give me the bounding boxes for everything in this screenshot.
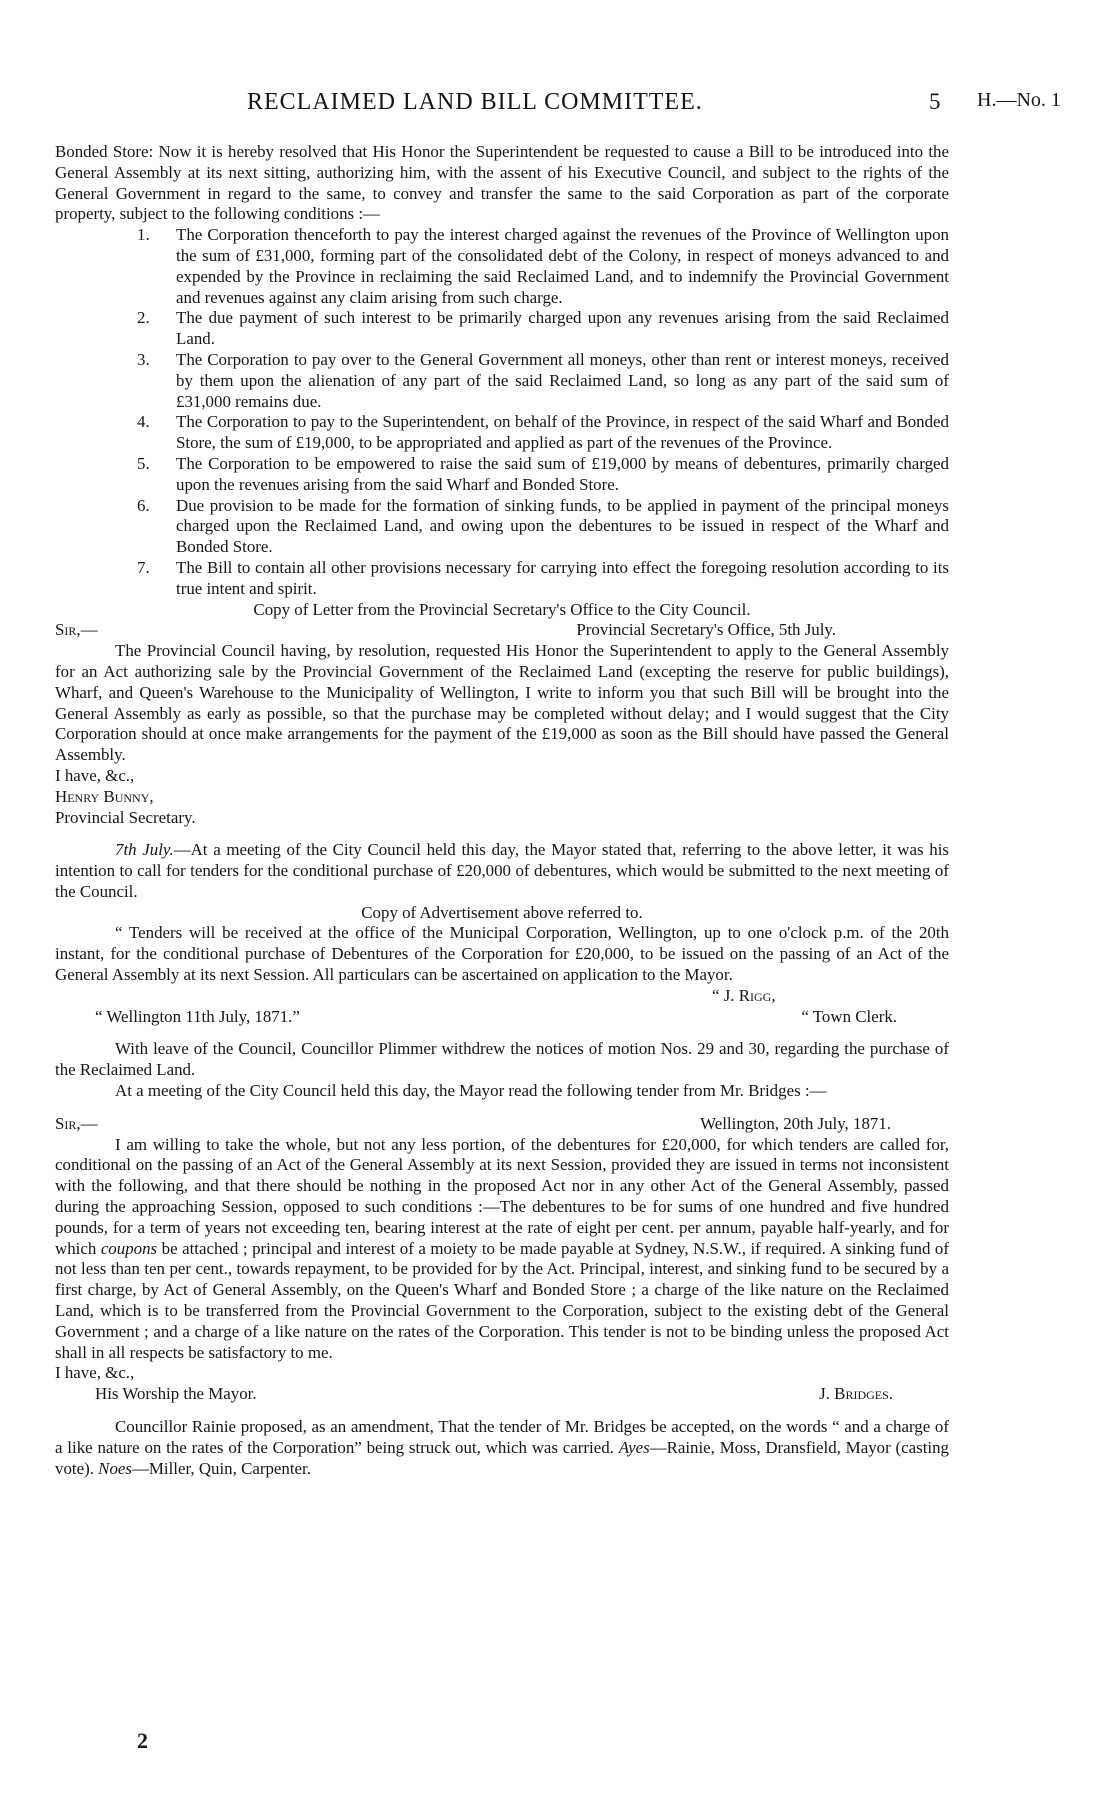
advertisement-signatory-name: “ J. Rigg, [712,985,776,1005]
condition-number: 7. [137,557,150,577]
condition-number: 4. [137,412,150,432]
condition-text: The Bill to contain all other provisions necessary for carrying into effect the foregoing resolution according to its true intent and spirit. [176,557,949,598]
advertisement-body: “ Tenders will be received at the office of the Municipal Corporation, Wellington, up to one o'clock p.m. of the 20th instant, for the conditional purchase of Debentures of the Corporation for £20,000, to be issued on the passing of an Act of the General Assembly at its next Session. All particulars can be ascertained on application to the Mayor. [55,923,949,985]
condition-text: The Corporation thenceforth to pay the interest charged against the revenues of the Province of Wellington upon the sum of £31,000, forming part of the consolidated debt of the Colony, in respect of moneys advanced to and expended by the Province in reclaiming the said Reclaimed Land, and to indemnify the Provincial Government and revenues against any claim arising from such charge. [176,225,949,307]
amendment-text: Councillor Rainie proposed, as an amendment, That the tender of Mr. Bridges be accepted, on the words “ and a charge of a like nature on the rates of the Corporation” being struck out, which was carried. [55,1417,949,1457]
document-body [55,142,949,1479]
condition-number: 2. [137,308,150,328]
letter-heading: Copy of Letter from the Provincial Secretary's Office to the City Council. [253,599,751,619]
condition-number: 3. [137,349,150,369]
tender-addressee: His Worship the Mayor. [95,1384,257,1404]
tender-place-date: Wellington, 20th July, 1871. [700,1113,891,1133]
condition-item [55,454,949,496]
condition-item [55,308,949,350]
condition-number: 6. [137,495,150,515]
letter-signatory: Henry Bunny, [55,786,154,806]
resolution-intro: Bonded Store: Now it is hereby resolved that His Honor the Superintendent be requested to cause a Bill to be introduced into the General Assembly at its next sitting, authorizing him, with the assent of his Executive Council, and subject to the rights of the General Government in regard to the same, to convey and transfer the same to the said Corporation as part of the corporate property, subject to the following conditions :— [55,142,949,224]
condition-number: 5. [137,453,150,473]
ayes-list: —Rainie, Moss, Dransfield, Mayor (casting vote). [55,1437,949,1478]
conditions-list [55,225,949,599]
condition-text: The due payment of such interest to be primarily charged upon any revenues arising from the said Reclaimed Land. [176,308,949,349]
noes-label: Noes [98,1458,132,1478]
advertisement-signatory [712,986,949,1007]
advertisement-signatory-title: “ Town Clerk. [801,1006,897,1026]
advertisement-footer-row [55,1007,949,1028]
signature-mark: 2 [137,1728,148,1753]
meeting-date: 7th July. [115,840,174,860]
advertisement-place-date: “ Wellington 11th July, 1871.” [95,1006,300,1026]
condition-item [55,496,949,558]
condition-text: The Corporation to be empowered to raise the said sum of £19,000 by means of debentures, primarily charged upon the revenues arising from the said Wharf and Bonded Store. [176,453,949,494]
tender-signatory: J. Bridges. [819,1384,893,1404]
letter-signatory-title: Provincial Secretary. [55,807,196,827]
tender-closing: I have, &c., [55,1363,135,1383]
condition-text: The Corporation to pay over to the General Government all moneys, other than rent or interest moneys, received by them upon the alienation of any part of the said Reclaimed Land, so long as any part of the said sum of £31,000 remains due. [176,349,949,411]
amendment-paragraph [55,1417,949,1479]
meeting-text: —At a meeting of the City Council held this day, the Mayor stated that, referring to the above letter, it was his intention to call for tenders for the conditional purchase of £20,000 of debentures, which would be submitted to the next meeting of the Council. [55,840,949,901]
condition-item [55,225,949,308]
meeting-july7 [55,840,949,902]
page-number: 5 [929,89,941,114]
condition-item [55,558,949,600]
letter-salutation-row [55,620,949,641]
tender-body-part-a: I am willing to take the whole, but not any less portion, of the debentures for £20,000, for which tenders are called for, conditional on the passing of an Act of the General Assembly at its next Session, provided they are issued in terms not inconsistent with the following, and that there should be nothing in the proposed Act nor in any other Act of the General Assembly, passed during the approaching Session, opposed to such conditions :—The debentures to be for sums of one hundred and five hundred pounds, for a term of years not exceeding ten, bearing interest at the rate of eight per cent. per annum, payable half-yearly, and for which [55,1134,949,1258]
advertisement-heading: Copy of Advertisement above referred to. [361,902,643,922]
tender-intro: At a meeting of the City Council held this day, the Mayor read the following tender from Mr. Bridges :— [115,1081,827,1101]
tender-body-part-b: be attached ; principal and interest of a moiety to be made payable at Sydney, N.S.W., if required. A sinking fund of not less than ten per cent., towards repayment, to be provided for by the Act. Principal, interest, and sinking fund to be secured by a first charge, by Act of General Assembly, on the Queen's Wharf and Bonded Store ; a charge of the like nature on the Reclaimed Land, which is to be transferred from the Provincial Government to the Corporation, subject to the existing debt of the General Government ; and a charge of a like nature on the rates of the Corporation. This tender is not to be binding unless the proposed Act shall in all respects be satisfactory to me. [55,1238,950,1362]
withdrawal-note: With leave of the Council, Councillor Plimmer withdrew the notices of motion Nos. 29 and 30, regarding the purchase of the Reclaimed Land. [55,1039,949,1080]
paper-reference: H.—No. 1 [977,89,1061,111]
tender-salutation-row [55,1114,949,1135]
letter-place-date: Provincial Secretary's Office, 5th July. [576,620,836,640]
condition-text: Due provision to be made for the formation of sinking funds, to be applied in payment of the principal moneys charged upon the Reclaimed Land, and owing upon the debentures to be issued in respect of the Wharf and Bonded Store. [176,495,949,557]
condition-text: The Corporation to pay to the Superintendent, on behalf of the Province, in respect of the said Wharf and Bonded Store, the sum of £19,000, to be appropriated and applied as part of the revenues of the Province. [176,412,949,453]
condition-item [55,350,949,412]
condition-item [55,412,949,454]
condition-number: 1. [137,225,150,245]
tender-signature-row [55,1384,949,1405]
tender-coupons-word: coupons [100,1238,158,1258]
page-title: RECLAIMED LAND BILL COMMITTEE. [247,89,703,115]
letter-body: The Provincial Council having, by resolution, requested His Honor the Superintendent to apply to the General Assembly for an Act authorizing sale by the Provincial Government of the Reclaimed Land (excepting the reserve for public buildings), Wharf, and Queen's Warehouse to the Municipality of Wellington, I write to inform you that such Bill will be brought into the General Assembly as early as possible, so that the purchase may be completed without delay; and I would suggest that the City Corporation should at once make arrangements for the payment of the £19,000 as soon as the Bill should have passed the General Assembly. [55,641,949,765]
ayes-label: Ayes [618,1437,650,1457]
salutation: Sir,— [55,620,98,640]
tender-body [55,1135,949,1364]
noes-list: —Miller, Quin, Carpenter. [131,1458,311,1478]
salutation: Sir,— [55,1113,98,1133]
letter-closing: I have, &c., [55,765,135,785]
